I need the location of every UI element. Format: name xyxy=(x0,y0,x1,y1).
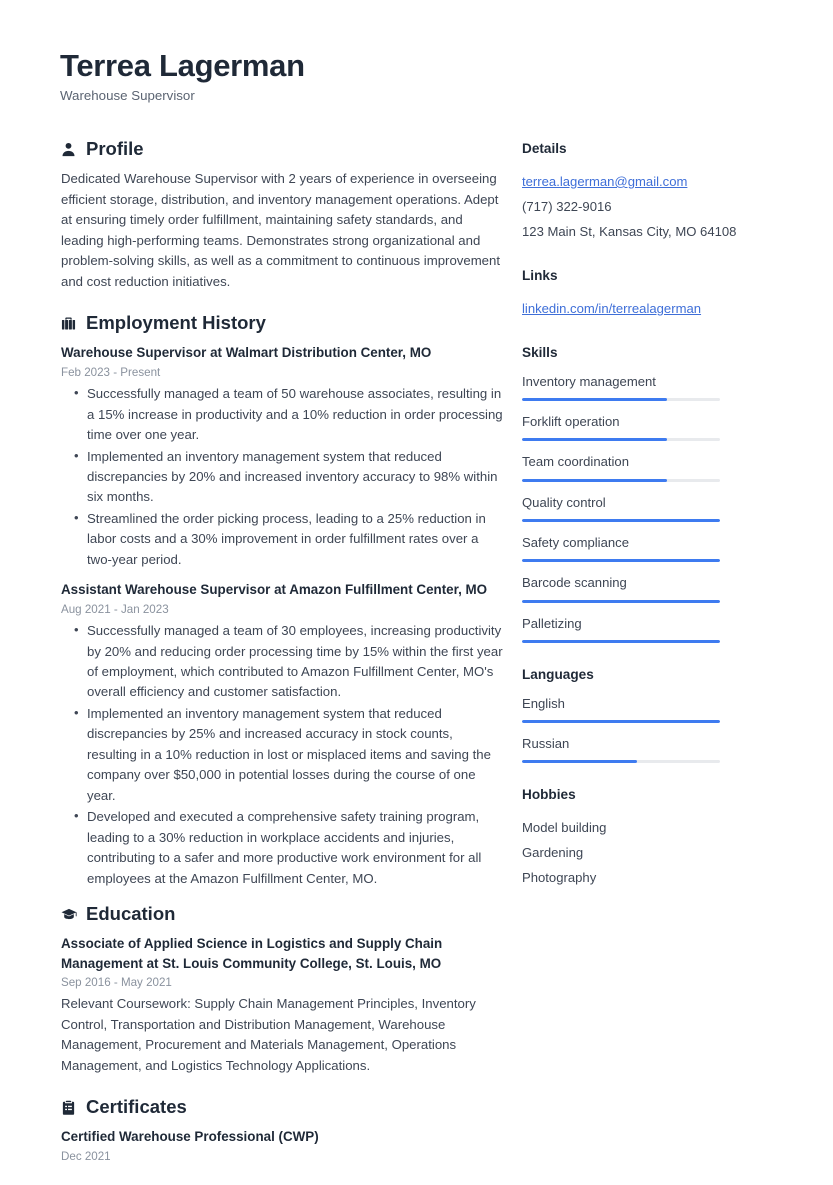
language-item xyxy=(522,735,767,763)
candidate-name: Terrea Lagerman xyxy=(60,48,305,83)
clipboard-icon xyxy=(60,1099,77,1116)
education-date: Sep 2016 - May 2021 xyxy=(61,976,172,990)
sidebar-section-languages xyxy=(522,666,767,763)
skill-item xyxy=(522,373,767,401)
skill-rating-fill xyxy=(522,398,667,401)
skill-rating-fill xyxy=(522,438,667,441)
employment-entry xyxy=(60,580,504,889)
language-rating-fill xyxy=(522,720,720,723)
list-item: • Streamlined the order picking process, leading to a 25% reduction in labor costs and a 30% improvement in order fulfillment rates over a two-year period. xyxy=(87,509,504,570)
section-header-certificates xyxy=(60,1096,504,1118)
linkedin-link[interactable]: linkedin.com/in/terrealagerman xyxy=(522,300,702,316)
section-header-employment xyxy=(60,312,504,334)
skill-item xyxy=(522,534,767,562)
skill-rating-fill xyxy=(522,519,720,522)
sidebar-title-skills: Skills xyxy=(522,345,558,361)
employment-date: Aug 2021 - Jan 2023 xyxy=(61,602,169,616)
sidebar-section-details xyxy=(522,140,767,244)
section-title-profile: Profile xyxy=(86,138,144,160)
skill-rating-bar xyxy=(522,559,720,562)
skill-rating-bar xyxy=(522,398,720,401)
section-header-education xyxy=(60,903,504,925)
employment-date: Feb 2023 - Present xyxy=(61,365,161,379)
language-label: English xyxy=(522,695,565,711)
section-education xyxy=(60,903,504,1076)
skill-label: Palletizing xyxy=(522,615,582,631)
skill-label: Barcode scanning xyxy=(522,575,627,591)
certificate-date: Dec 2021 xyxy=(61,1149,111,1163)
profile-text: Dedicated Warehouse Supervisor with 2 years of experience in overseeing efficient storage, distribution, and inventory management operations. Adept at ensuring timely order fulfillment, maintaining safety standards, and leading high-performing teams. Demonstrates strong organizational and problem-solving skills, as well as a commitment to continuous improvement and cost reduction initiatives. xyxy=(61,171,501,289)
skill-rating-bar xyxy=(522,640,720,643)
list-item: • Successfully managed a team of 50 warehouse associates, resulting in a 15% increase in productivity and a 10% reduction in order processing time over one year. xyxy=(87,384,504,445)
language-label: Russian xyxy=(522,736,570,752)
skill-item xyxy=(522,615,767,643)
list-item: • Successfully managed a team of 30 employees, increasing productivity by 20% and reducing order processing time by 15% within the first year of employment, which contributed to Amazon Fulfillment Center, MO's overall efficiency and customer satisfaction. xyxy=(87,621,504,703)
sidebar xyxy=(522,138,767,913)
skill-label: Team coordination xyxy=(522,454,629,470)
employment-entry xyxy=(60,343,504,570)
skill-rating-bar xyxy=(522,479,720,482)
language-rating-fill xyxy=(522,760,637,763)
employment-bullets xyxy=(61,384,504,570)
list-item: • Implemented an inventory management system that reduced discrepancies by 20% and increased inventory accuracy to 98% within six months. xyxy=(87,447,504,508)
section-title-education: Education xyxy=(86,902,176,924)
skill-label: Safety compliance xyxy=(522,535,629,551)
phone-text: (717) 322-9016 xyxy=(522,199,612,215)
certificate-entry xyxy=(60,1127,504,1165)
skill-rating-bar xyxy=(522,600,720,603)
language-rating-bar xyxy=(522,760,720,763)
skill-item xyxy=(522,574,767,602)
employment-title: Assistant Warehouse Supervisor at Amazon Fulfillment Center, MO xyxy=(61,582,488,598)
sidebar-section-skills xyxy=(522,344,767,643)
employment-bullets xyxy=(61,621,504,889)
skill-label: Forklift operation xyxy=(522,414,620,430)
sidebar-title-hobbies: Hobbies xyxy=(522,787,576,803)
section-header-profile xyxy=(60,138,504,160)
graduation-cap-icon xyxy=(60,906,77,923)
hobby-item: Model building xyxy=(522,820,607,836)
resume-body xyxy=(60,138,785,1185)
language-item xyxy=(522,695,767,723)
address-text: 123 Main St, Kansas City, MO 64108 xyxy=(522,224,737,240)
user-icon xyxy=(60,141,77,158)
email-link[interactable]: terrea.lagerman@gmail.com xyxy=(522,173,688,189)
education-entry xyxy=(60,934,504,1076)
candidate-job-title: Warehouse Supervisor xyxy=(60,87,195,103)
section-title-employment: Employment History xyxy=(86,312,266,334)
language-rating-bar xyxy=(522,720,720,723)
education-description: Relevant Coursework: Supply Chain Management Principles, Inventory Control, Transportation and Distribution Management, Warehouse Management, Procurement and Materials Management, Operations Management, and Logistics Technology Applications. xyxy=(61,996,476,1073)
sidebar-title-links: Links xyxy=(522,268,558,284)
briefcase-icon xyxy=(60,315,77,332)
skill-rating-fill xyxy=(522,559,720,562)
sidebar-title-languages: Languages xyxy=(522,667,594,683)
skill-rating-bar xyxy=(522,519,720,522)
sidebar-title-details: Details xyxy=(522,141,567,157)
section-certificates xyxy=(60,1096,504,1165)
skill-label: Quality control xyxy=(522,494,606,510)
resume-header xyxy=(60,48,785,104)
list-item: • Implemented an inventory management system that reduced discrepancies by 25% and increased accuracy in stock counts, resulting in a 10% reduction in lost or misplaced items and saving the company over $50,000 in potential losses during the course of one year. xyxy=(87,704,504,806)
skill-item xyxy=(522,494,767,522)
skill-item xyxy=(522,413,767,441)
sidebar-section-hobbies xyxy=(522,786,767,890)
main-column xyxy=(60,138,522,1185)
section-profile xyxy=(60,138,504,292)
section-title-certificates: Certificates xyxy=(86,1096,187,1118)
section-employment-history xyxy=(60,312,504,889)
skill-item xyxy=(522,453,767,481)
education-title: Associate of Applied Science in Logistics and Supply Chain Management at St. Louis Community College, St. Louis, MO xyxy=(61,936,443,971)
skill-rating-fill xyxy=(522,600,720,603)
certificate-title: Certified Warehouse Professional (CWP) xyxy=(61,1129,319,1145)
sidebar-section-links xyxy=(522,267,767,321)
skill-label: Inventory management xyxy=(522,373,656,389)
skill-rating-fill xyxy=(522,640,720,643)
skill-rating-fill xyxy=(522,479,667,482)
skill-rating-bar xyxy=(522,438,720,441)
employment-title: Warehouse Supervisor at Walmart Distribution Center, MO xyxy=(61,345,432,361)
hobby-item: Photography xyxy=(522,870,597,886)
hobby-item: Gardening xyxy=(522,845,584,861)
list-item: • Developed and executed a comprehensive safety training program, leading to a 30% reduction in workplace accidents and injuries, contributing to a safer and more productive work environment for all employees at the Amazon Fulfillment Center, MO. xyxy=(87,807,504,889)
